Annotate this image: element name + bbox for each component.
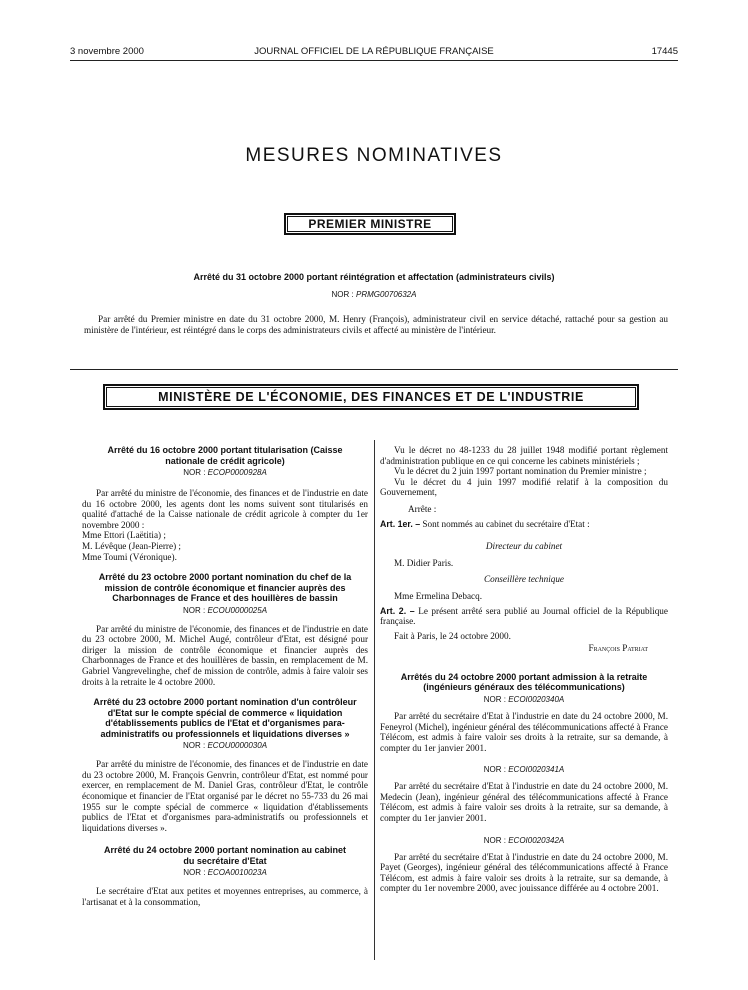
arrete-body: Par arrêté du secrétaire d'Etat à l'industrie en date du 24 octobre 2000, M. Payet (Georges), ingénieur général des télécommunications affecté à France Télécom, est admis à faire valoir ses droits à la retraite, sur sa demande, à compter du 1er novembre 2000, avec jouissance différée au 4 octobre 2001.: [380, 851, 668, 894]
nor-label: NOR :: [483, 694, 506, 704]
person-name: M. Didier Paris.: [394, 557, 454, 568]
section-divider: [70, 369, 678, 370]
nor-label: NOR :: [483, 835, 506, 845]
nor-label: NOR :: [183, 868, 206, 878]
nor-code: ECOI0020340A: [508, 694, 565, 704]
article-1: [380, 519, 668, 530]
arrete-title: Arrêté du 16 octobre 2000 portant titularisation (Caisse nationale de crédit agricole): [107, 445, 343, 466]
nor-line: [82, 606, 368, 616]
section-title: PREMIER MINISTRE: [308, 217, 432, 231]
nor-label: NOR :: [331, 290, 354, 299]
nor-label: NOR :: [483, 765, 506, 775]
visa: Vu le décret no 48-1233 du 28 juillet 1948 modifié portant règlement d'administration publique en ce qui concerne les cabinets ministériels ;: [380, 445, 668, 466]
header-rule: [70, 60, 678, 61]
nor-code: ECOU0000030A: [207, 741, 268, 751]
header-date: 3 novembre 2000: [70, 46, 144, 57]
nor-code: ECOA0010023A: [207, 868, 267, 878]
arrete-body: Le secrétaire d'Etat aux petites et moyennes entreprises, au commerce, à l'artisanat et à la consommation,: [82, 886, 368, 907]
arrete-body: Par arrêté du ministre de l'économie, des finances et de l'industrie en date du 16 octobre 2000, les agents dont les noms suivent sont titularisés en qualité d'attaché de la Caisse nationale de crédit agricole à compter du 1er novembre 2000 :: [82, 488, 368, 530]
arrete-body: Par arrêté du ministre de l'économie, des finances et de l'industrie en date du 23 octobre 2000, M. François Genvrin, contrôleur d'Etat, est nommé pour exercer, en remplacement de M. Daniel Gras, contrôleur d'Etat, le contrôle économique et financier de l'Etat organisé par le décret no 55-733 du 26 mai 1955 sur le compte spécial de commerce « liquidation d'établissements publics de l'Etat et d'organismes para-administratifs ou professionnels et liquidations diverses ».: [82, 759, 368, 833]
arrete-title: Arrêtés du 24 octobre 2000 portant admission à la retraite (ingénieurs généraux des télécommunications): [400, 671, 648, 693]
nor-code: ECOU0000025A: [207, 605, 268, 615]
arrete-body: Par arrêté du secrétaire d'Etat à l'industrie en date du 24 octobre 2000, M. Feneyrol (Michel), ingénieur général des télécommunications affecté à France Télécom, est admis à faire valoir ses droits à la retraite, sur sa demande, à compter du 1er janvier 2001.: [380, 710, 668, 753]
article-text: Le présent arrêté sera publié au Journal officiel de la République française.: [380, 605, 668, 627]
person-name: Mme Ermelina Debacq.: [394, 590, 483, 601]
column-divider: [374, 440, 375, 960]
nor-line: [380, 836, 668, 846]
name-item: M. Lévêque (Jean-Pierre) ;: [82, 540, 181, 551]
arrete-keyword: Arrête :: [408, 503, 437, 514]
signature: François Patriat: [588, 643, 648, 654]
nor-line: [380, 765, 668, 775]
section-box-premier-ministre: [284, 213, 456, 235]
arrete-title: Arrêté du 24 octobre 2000 portant nomination au cabinet du secrétaire d'Etat: [103, 845, 347, 866]
nor-code: ECOP0000928A: [207, 468, 267, 477]
role-title: Conseillère technique: [483, 574, 565, 585]
nor-code: PRMG0070632A: [355, 290, 417, 299]
header-page-number: 17445: [651, 46, 678, 57]
article-text: Sont nommés au cabinet du secrétaire d'Etat :: [422, 518, 590, 529]
header-journal: JOURNAL OFFICIEL DE LA RÉPUBLIQUE FRANÇAISE: [254, 46, 494, 57]
nor-line: [82, 868, 368, 878]
nor-label: NOR :: [183, 468, 206, 477]
arrete-body: Par arrêté du secrétaire d'Etat à l'industrie en date du 24 octobre 2000, M. Medecin (Jean), ingénieur général des télécommunications affecté à France Télécom, est admis à faire valoir ses droits à la retraite, sur sa demande, à compter du 1er janvier 2001.: [380, 781, 668, 824]
article-label: Art. 2. –: [380, 605, 415, 616]
name-item: Mme Ettori (Laëtitia) ;: [82, 530, 166, 541]
article-label: Art. 1er. –: [380, 518, 421, 529]
section-box-ministere: [103, 384, 639, 410]
arrete-title: Arrêté du 23 octobre 2000 portant nomination du chef de la mission de contrôle économique et financier auprès des Charbonnages de France et des houillères de bassin: [98, 572, 352, 604]
nor-line: [82, 468, 368, 478]
signature-place-date: Fait à Paris, le 24 octobre 2000.: [394, 630, 511, 641]
role-title: Directeur du cabinet: [485, 541, 563, 552]
nor-line: [70, 290, 678, 300]
arrete-body: Par arrêté du ministre de l'économie, des finances et de l'industrie en date du 23 octobre 2000, M. Michel Augé, contrôleur d'Etat, est désigné pour diriger la mission de contrôle économique et financier auprès des Charbonnages de France et des houillères de bassin, en remplacement de M. Gabriel Vangrevelinghe, chef de mission de contrôle, admis à faire valoir ses droits à la retraite le 4 octobre 2000.: [82, 623, 368, 687]
visa: Vu le décret du 2 juin 1997 portant nomination du Premier ministre ;: [394, 466, 647, 477]
nor-code: ECOI0020341A: [508, 765, 565, 775]
name-item: Mme Toumi (Véronique).: [82, 551, 177, 562]
page-title: MESURES NOMINATIVES: [245, 145, 503, 166]
arrete-title: Arrêté du 23 octobre 2000 portant nomination d'un contrôleur d'Etat sur le compte spécial de commerce « liquidation d'établissements publics de l'Etat et d'organismes para-administratifs ou professionnels et liquidations diverses »: [93, 697, 357, 739]
visa: Vu le décret du 4 juin 1997 modifié relatif à la composition du Gouvernement,: [380, 476, 668, 498]
nor-label: NOR :: [182, 741, 206, 751]
arrete-body: Par arrêté du Premier ministre en date du 31 octobre 2000, M. Henry (François), administrateur civil en service détaché, rattaché pour sa gestion au ministère de l'intérieur, est réintégré dans le corps des administrateurs civils et affecté au ministère de l'intérieur.: [84, 314, 668, 335]
nor-line: [82, 741, 368, 751]
nor-line: [380, 695, 668, 705]
section-title: MINISTÈRE DE L'ÉCONOMIE, DES FINANCES ET DE L'INDUSTRIE: [158, 390, 584, 404]
left-column: [82, 445, 368, 908]
arrete-title: Arrêté du 31 octobre 2000 portant réintégration et affectation (administrateurs civils): [193, 272, 555, 282]
nor-label: NOR :: [182, 605, 206, 615]
nor-code: ECOI0020342A: [508, 835, 565, 845]
article-2: [380, 606, 668, 627]
right-column: [380, 445, 668, 894]
